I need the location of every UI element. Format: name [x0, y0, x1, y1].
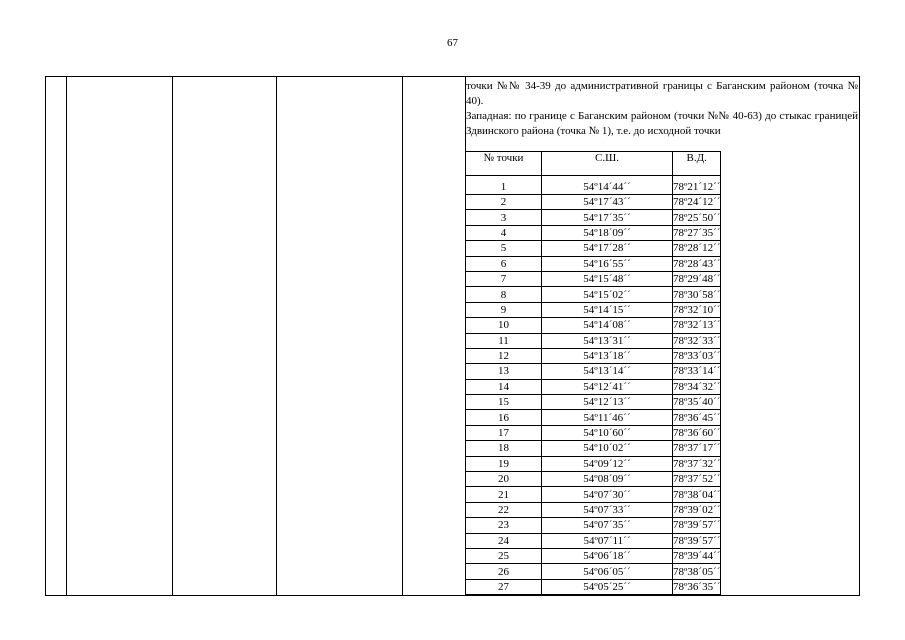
latitude-cell: 54º15´48´´ [542, 271, 673, 286]
table-row [466, 425, 721, 440]
table-row [466, 225, 721, 240]
point-number-cell: 11 [466, 333, 542, 348]
longitude-cell: 78º32´10´´ [673, 303, 721, 316]
point-number-cell: 17 [466, 425, 542, 440]
latitude-cell: 54º15´02´´ [542, 287, 673, 302]
latitude-cell: 54º14´08´´ [542, 318, 673, 333]
table-row [466, 287, 721, 302]
latitude-cell: 54º13´14´´ [542, 364, 673, 379]
longitude-cell: 78º32´33´´ [673, 334, 721, 347]
point-number-cell: 24 [466, 533, 542, 548]
table-row [466, 395, 721, 410]
longitude-cell: 78º38´04´´ [673, 488, 721, 501]
longitude-cell: 78º37´17´´ [673, 442, 721, 455]
point-number-cell: 7 [466, 271, 542, 286]
latitude-cell: 54º09´12´´ [542, 456, 673, 471]
latitude-cell: 54º17´28´´ [542, 241, 673, 256]
latitude-cell: 54º10´02´´ [542, 441, 673, 456]
longitude-cell: 78º32´13´´ [673, 319, 721, 332]
longitude-cell: 78º35´40´´ [673, 396, 721, 409]
longitude-cell: 78º34´32´´ [673, 380, 721, 393]
table-row [466, 456, 721, 471]
point-number-cell: 6 [466, 256, 542, 271]
column-divider [66, 77, 67, 595]
longitude-cell: 78º24´12´´ [673, 196, 721, 209]
longitude-cell: 78º27´35´´ [673, 226, 721, 239]
longitude-cell: 78º25´50´´ [673, 211, 721, 224]
point-number-cell: 5 [466, 241, 542, 256]
longitude-cell: 78º39´44´´ [673, 550, 721, 563]
point-number-cell: 1 [466, 176, 542, 195]
latitude-cell: 54º07´30´´ [542, 487, 673, 502]
table-row [466, 210, 721, 225]
longitude-cell: 78º39´57´´ [673, 534, 721, 547]
description-paragraph: точки №№ 34-39 до административной границы с Баганским районом (точка № 40). [466, 80, 858, 107]
latitude-cell: 54º07´33´´ [542, 502, 673, 517]
point-number-cell: 2 [466, 195, 542, 210]
table-row [466, 410, 721, 425]
point-number-cell: 20 [466, 472, 542, 487]
latitude-cell: 54º07´11´´ [542, 533, 673, 548]
description-paragraph: Западная: по границе с Баганским районом (точки №№ 40-63) до стыкас границей Здвинского района (точка № 1), т.е. до исходной точки [466, 110, 858, 137]
table-row [466, 348, 721, 363]
latitude-cell: 54º13´31´´ [542, 333, 673, 348]
point-number-cell: 21 [466, 487, 542, 502]
point-number-cell: 4 [466, 225, 542, 240]
longitude-cell: 78º39´57´´ [673, 519, 721, 532]
latitude-cell: 54º13´18´´ [542, 348, 673, 363]
longitude-cell: 78º37´32´´ [673, 457, 721, 470]
table-row [466, 472, 721, 487]
table-row [466, 502, 721, 517]
longitude-cell: 78º30´58´´ [673, 288, 721, 301]
point-number-cell: 27 [466, 579, 542, 594]
table-row [466, 364, 721, 379]
boundary-description [466, 79, 859, 139]
latitude-cell: 54º07´35´´ [542, 518, 673, 533]
latitude-cell: 54º06´05´´ [542, 564, 673, 579]
longitude-cell: 78º36´45´´ [673, 411, 721, 424]
table-row [466, 564, 721, 579]
latitude-cell: 54º18´09´´ [542, 225, 673, 240]
table-row [466, 176, 721, 195]
table-row [466, 441, 721, 456]
longitude-cell: 78º38´05´´ [673, 565, 721, 578]
table-row [466, 533, 721, 548]
latitude-cell: 54º10´60´´ [542, 425, 673, 440]
point-number-cell: 10 [466, 318, 542, 333]
point-number-cell: 22 [466, 502, 542, 517]
page-number: 67 [447, 37, 458, 49]
coordinates-header-row [466, 152, 721, 176]
longitude-cell: 78º36´35´´ [673, 580, 721, 593]
point-number-cell: 8 [466, 287, 542, 302]
table-row [466, 579, 721, 594]
longitude-cell: 78º39´02´´ [673, 504, 721, 516]
latitude-cell: 54º12´41´´ [542, 379, 673, 394]
point-number-cell: 14 [466, 379, 542, 394]
longitude-cell: 78º33´03´´ [673, 350, 721, 363]
point-number-cell: 25 [466, 548, 542, 563]
point-number-cell: 3 [466, 210, 542, 225]
column-divider [402, 77, 403, 595]
point-number-cell: 19 [466, 456, 542, 471]
point-number-cell: 16 [466, 410, 542, 425]
header-longitude: В.Д. [673, 152, 721, 176]
table-row [466, 548, 721, 563]
latitude-cell: 54º08´09´´ [542, 472, 673, 487]
longitude-cell: 78º21´12´´ [673, 176, 721, 195]
point-number-cell: 15 [466, 395, 542, 410]
table-row [466, 195, 721, 210]
table-row [466, 256, 721, 271]
document-table-frame [45, 76, 860, 596]
longitude-cell: 78º36´60´´ [673, 427, 721, 440]
point-number-cell: 26 [466, 564, 542, 579]
point-number-cell: 9 [466, 302, 542, 317]
longitude-cell: 78º28´43´´ [673, 257, 721, 270]
latitude-cell: 54º11´46´´ [542, 410, 673, 425]
longitude-cell: 78º33´14´´ [673, 365, 721, 378]
point-number-cell: 18 [466, 441, 542, 456]
latitude-cell: 54º16´55´´ [542, 256, 673, 271]
table-row [466, 302, 721, 317]
latitude-cell: 54º17´43´´ [542, 195, 673, 210]
latitude-cell: 54º14´44´´ [542, 176, 673, 195]
header-point-number: № точки [466, 152, 542, 176]
latitude-cell: 54º12´13´´ [542, 395, 673, 410]
latitude-cell: 54º06´18´´ [542, 548, 673, 563]
point-number-cell: 13 [466, 364, 542, 379]
header-latitude: С.Ш. [542, 152, 673, 176]
coordinates-body [466, 176, 721, 595]
longitude-cell: 78º37´52´´ [673, 473, 721, 486]
longitude-cell: 78º28´12´´ [673, 242, 721, 255]
table-row [466, 487, 721, 502]
table-row [466, 318, 721, 333]
latitude-cell: 54º05´25´´ [542, 579, 673, 594]
point-number-cell: 23 [466, 518, 542, 533]
latitude-cell: 54º17´35´´ [542, 210, 673, 225]
point-number-cell: 12 [466, 348, 542, 363]
longitude-cell: 78º29´48´´ [673, 273, 721, 286]
latitude-cell: 54º14´15´´ [542, 302, 673, 317]
table-row [466, 241, 721, 256]
column-divider [276, 77, 277, 595]
table-row [466, 518, 721, 533]
table-row [466, 271, 721, 286]
coordinates-table [465, 151, 721, 595]
table-row [466, 333, 721, 348]
table-row [466, 379, 721, 394]
column-divider [172, 77, 173, 595]
